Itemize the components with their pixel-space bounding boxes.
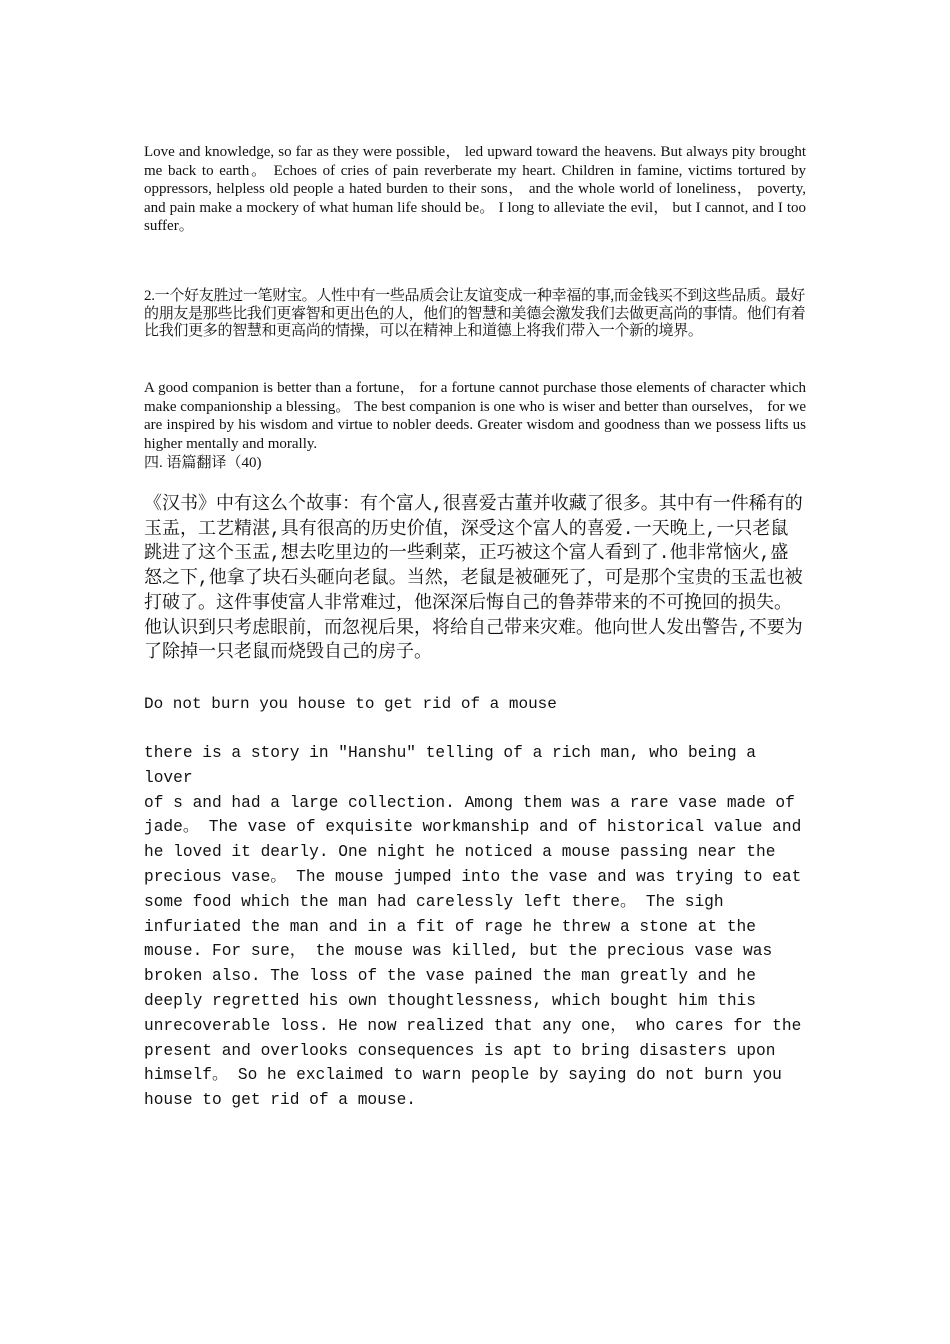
paragraph-english-love-knowledge: Love and knowledge, so far as they were possible， led upward toward the heavens. But always pity brought me back to earth。 Echoes of cries of pain reverberate my heart. Children in famine, victims tortured by oppressors, helpless old people a hated burden to their sons， and the whole world of loneliness， poverty, and pain make a mockery of what human life should be。 I long to alleviate the evil， but I cannot, and I too suffer。 [144,144,806,235]
paragraph-chinese-good-friend: 2.一个好友胜过一笔财宝。人性中有一些品质会让友谊变成一种幸福的事,而金钱买不到这些品质。最好的朋友是那些比我们更睿智和更出色的人，他们的智慧和美德会激发我们去做更高尚的事情。他们有着比我们更多的智慧和更高尚的情操，可以在精神上和道德上将我们带入一个新的境界。 [144,288,806,340]
story-title: Do not burn you house to get rid of a mouse [144,695,557,713]
paragraph-english-story: there is a story in "Hanshu" telling of a rich man, who being a lover of s and had a large collection. Among them was a rare vase made of jade。 The vase of exquisite workmanship and of historical value and he loved it dearly. One night he noticed a mouse passing near the precious vase。 The mouse jumped into the vase and was trying to eat some food which the man had carelessly left there。 The sigh infuriated the man and in a fit of rage he threw a stone at the mouse. For sure， the mouse was killed, but the precious vase was broken also. The loss of the vase pained the man greatly and he deeply regretted his own thoughtlessness, which bought him this unrecoverable loss. He now realized that any one， who cares for the present and overlooks consequences is apt to bring disasters upon himself。 So he exclaimed to warn people by saying do not burn you house to get rid of a mouse. [144,744,802,1110]
paragraph-chinese-story: 《汉书》中有这么个故事：有个富人,很喜爱古董并收藏了很多。其中有一件稀有的玉盂，工艺精湛,具有很高的历史价值，深受这个富人的喜爱.一天晚上,一只老鼠跳进了这个玉盂,想去吃里边的一些剩菜，正巧被这个富人看到了.他非常恼火,盛怒之下,他拿了块石头砸向老鼠。当然，老鼠是被砸死了，可是那个宝贵的玉盂也被打破了。这件事使富人非常难过，他深深后悔自己的鲁莽带来的不可挽回的损失。他认识到只考虑眼前，而忽视后果，将给自己带来灾难。他向世人发出警告,不要为了除掉一只老鼠而烧毁自己的房子。 [144,495,803,664]
paragraph-english-good-companion: A good companion is better than a fortune， for a fortune cannot purchase those elements of character which make companionship a blessing。 The best companion is one who is wiser and better than ourselves， for we are inspired by his wisdom and virtue to nobler deeds. Greater wisdom and goodness than we possess lifts us higher mentally and morally. [144,380,806,452]
section-heading-translation: 四. 语篇翻译（40) [144,455,262,471]
